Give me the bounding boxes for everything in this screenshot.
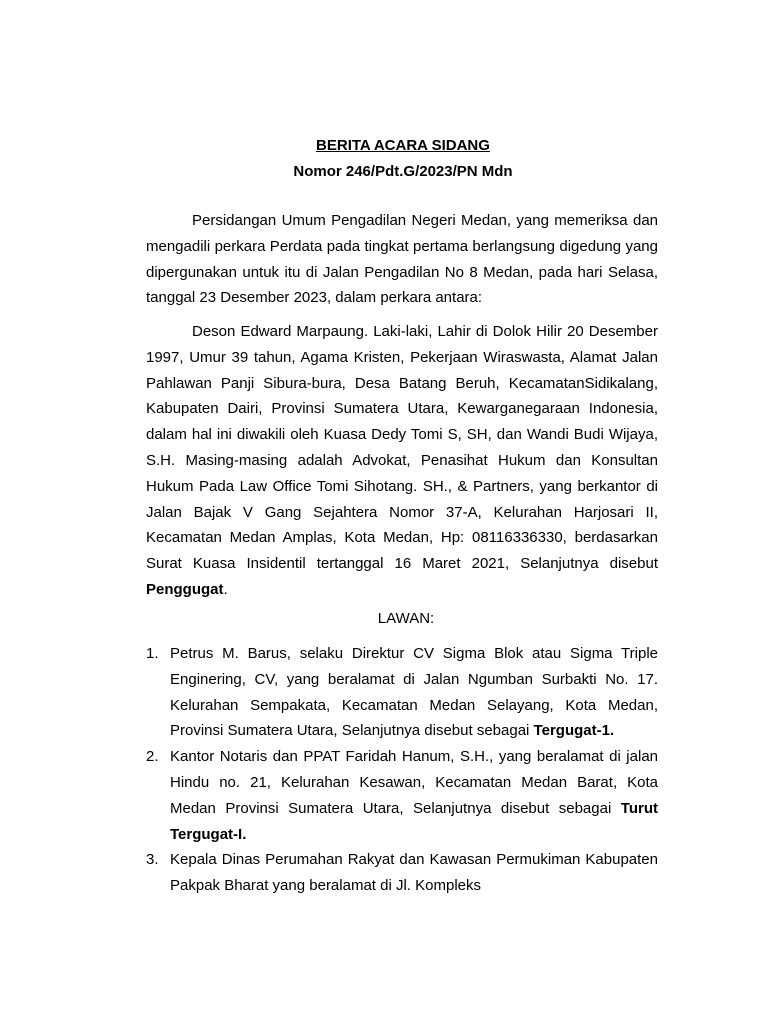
list-number: 3. bbox=[146, 851, 159, 869]
list-item bbox=[146, 641, 658, 744]
plaintiff-end: . bbox=[223, 580, 228, 598]
plaintiff-paragraph bbox=[146, 319, 658, 603]
opening-paragraph: Persidangan Umum Pengadilan Negeri Medan, yang memeriksa dan mengadili perkara Perdata pada tingkat pertama berlangsung digedung yang dipergunakan untuk itu di Jalan Pengadilan No 8 Medan, pada hari Selasa, tanggal 23 Desember 2023, dalam perkara antara: bbox=[146, 212, 658, 307]
document-title: BERITA ACARA SIDANG bbox=[316, 137, 490, 154]
party-label: Turut Tergugat-I. bbox=[170, 799, 658, 843]
plaintiff-label: Penggugat bbox=[146, 580, 224, 598]
list-item bbox=[146, 847, 658, 899]
list-number: 2. bbox=[146, 748, 159, 766]
plaintiff-description: Deson Edward Marpaung. Laki-laki, Lahir di Dolok Hilir 20 Desember 1997, Umur 39 tahun, Agama Kristen, Pekerjaan Wiraswasta, Alamat Jalan Pahlawan Panji Sibura-bura, Desa Batang Beruh, KecamatanSidikalang, Kabupaten Dairi, Provinsi Sumatera Utara, Kewarganegaraan Indonesia, dalam hal ini diwakili oleh Kuasa Dedy Tomi S, SH, dan Wandi Budi Wijaya, S.H. Masing-masing adalah Advokat, Penasihat Hukum dan Konsultan Hukum Pada Law Office Tomi Sihotang. SH., & Partners, yang berkantor di Jalan Bajak V Gang Sejahtera Nomor 37-A, Kelurahan Harjosari II, Kecamatan Medan Amplas, Kota Medan, Hp: 08116336330, berdasarkan Surat Kuasa Insidentil tertanggal 16 Maret 2021, Selanjutnya disebut bbox=[146, 323, 658, 573]
list-number: 1. bbox=[146, 645, 159, 662]
case-number: Nomor 246/Pdt.G/2023/PN Mdn bbox=[293, 163, 513, 180]
versus-heading: LAWAN: bbox=[377, 610, 435, 627]
party-description: Kantor Notaris dan PPAT Faridah Hanum, S.H., yang beralamat di jalan Hindu no. 21, Kelurahan Kesawan, Kecamatan Medan Barat, Kota Medan Provinsi Sumatera Utara, Selanjutnya disebut sebagai bbox=[170, 748, 658, 817]
party-label: Tergugat-1. bbox=[533, 722, 615, 740]
defendant-list bbox=[146, 641, 658, 899]
list-item bbox=[146, 744, 658, 847]
party-description: Kepala Dinas Perumahan Rakyat dan Kawasan Permukiman Kabupaten Pakpak Bharat yang beralamat di Jl. Kompleks bbox=[170, 851, 658, 895]
party-description: Petrus M. Barus, selaku Direktur CV Sigma Blok atau Sigma Triple Enginering, CV, yang beralamat di Jalan Ngumban Surbakti No. 17. Kelurahan Sempakata, Kecamatan Medan Selayang, Kota Medan, Provinsi Sumatera Utara, Selanjutnya disebut sebagai bbox=[170, 645, 658, 740]
